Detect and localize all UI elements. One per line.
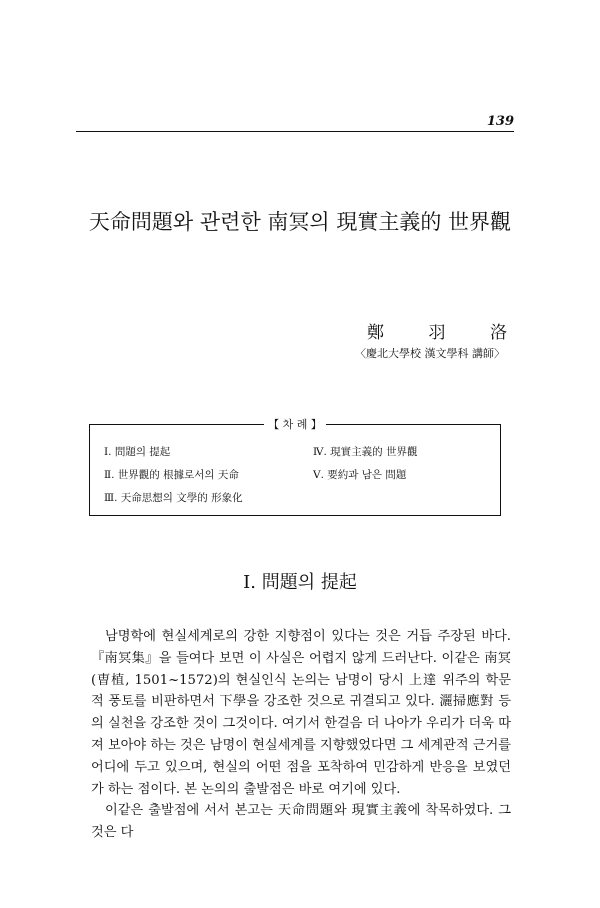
toc-item: Ⅴ. 要約과 남은 問題 <box>313 469 407 481</box>
section-heading: Ⅰ. 問題의 提起 <box>243 572 357 593</box>
paragraph: 남명학에 현실세계로의 강한 지향점이 있다는 것은 거듭 주장된 바다. 『南冥集』을 들여다 보면 이 사실은 어렵지 않게 드러난다. 이같은 南冥(曺植, 1501~1572)의 현실인식 논의는 남명이 당시 上達 위주의 학문적 풍토를 비판하면서 下學을 강조한 것으로 귀결되고 있다. 灑掃應對 등의 실천을 강조한 것이 그것이다. 여기서 한걸음 더 나아가 우리가 더욱 따져 보아야 하는 것은 남명이 현실세계를 지향했었다면 그 세계관적 근거를 어디에 두고 있으며, 현실의 어떤 점을 포착하여 민감하게 반응을 보였던가 하는 점이다. 본 논의의 출발점은 바로 여기에 있다. <box>91 629 511 797</box>
header-rule <box>76 131 514 132</box>
author-name <box>367 318 507 343</box>
author-name-char: 洛 <box>490 323 507 343</box>
toc-heading: 【 차 례 】 <box>90 416 500 432</box>
body-text <box>91 626 511 844</box>
page-number: 139 <box>486 114 514 129</box>
toc-item: Ⅲ. 天命思想의 文學的 形象化 <box>104 492 243 504</box>
article-title: 天命問題와 관련한 南冥의 現實主義的 世界觀 <box>88 210 512 234</box>
toc-item: Ⅳ. 現實主義的 世界觀 <box>313 446 418 458</box>
author-name-char: 鄭 <box>367 323 384 343</box>
toc-item: Ⅱ. 世界觀的 根據로서의 天命 <box>104 469 239 481</box>
toc-item: Ⅰ. 問題의 提起 <box>104 446 171 458</box>
author-affiliation: 〈慶北大學校 漢文學科 講師〉 <box>355 347 505 360</box>
paragraph: 이같은 출발점에 서서 본고는 天命問題와 現實主義에 착목하였다. 그것은 다 <box>91 803 511 841</box>
author-name-char: 羽 <box>428 323 446 343</box>
table-of-contents <box>89 418 501 516</box>
